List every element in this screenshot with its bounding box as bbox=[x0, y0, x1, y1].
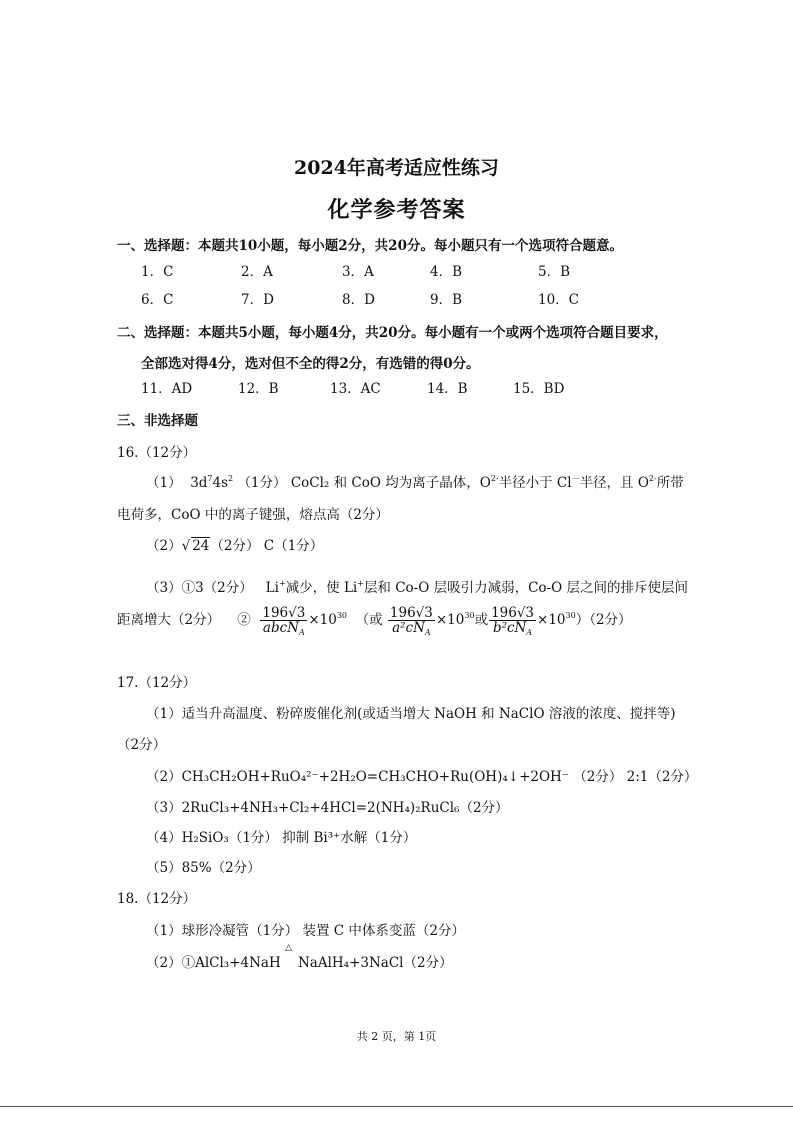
answer-item: 8．D bbox=[342, 292, 375, 308]
answer-item: 6．C bbox=[141, 292, 174, 308]
page-title: 2024年高考适应性练习 bbox=[294, 157, 499, 179]
q17-part5: （5）85%（2分） bbox=[146, 860, 261, 876]
q16-part1-line2: 电荷多，CoO 中的离子键强，熔点高（2分） bbox=[117, 507, 389, 523]
section1-heading: 一、选择题：本题共10小题，每小题2分，共20分。每小题只有一个选项符合题意。 bbox=[117, 238, 623, 254]
answer-item: 2．A bbox=[241, 264, 273, 280]
answer-item: 9．B bbox=[430, 292, 463, 308]
answer-item: 7．D bbox=[241, 292, 274, 308]
q17-part4: （4）H₂SiO₃（1分） 抑制 Bi³⁺水解（1分） bbox=[146, 830, 417, 846]
q16-part3: （3）①3（2分） Li+减少，使 Li+层和 Co-O 层吸引力减弱，Co-O 层之间的排斥使层间 bbox=[146, 579, 688, 596]
q17-part1: （1）适当升高温度、粉碎废催化剂(或适当增大 NaOH 和 NaClO 溶液的浓度、搅拌等) bbox=[146, 706, 676, 722]
sqrt-value: 24 bbox=[192, 538, 210, 554]
q16-part1: （1） $3d^74s^2$ （1分） CoCl₂ 和 CoO 均为离子晶体，$O^{2-}$半径小于 Cl－半径，且 $O^{2-}$所带 bbox=[146, 474, 684, 491]
section3-heading: 三、非选择题 bbox=[117, 413, 198, 429]
q16-label: 16.（12分） bbox=[117, 445, 197, 461]
answer-item: 13．AC bbox=[330, 381, 381, 397]
answer-item: 12．B bbox=[238, 381, 279, 397]
q17-label: 17.（12分） bbox=[117, 675, 197, 691]
heat-arrow-icon bbox=[285, 955, 294, 971]
q16-part2: （2）√ 24（2分） C（1分） bbox=[146, 538, 324, 554]
page-subtitle: 化学参考答案 bbox=[327, 197, 466, 223]
density-fraction-alt2: $\frac{196√3}{b^2cN_A}$ bbox=[491, 605, 535, 637]
q17-part1-score: （2分） bbox=[117, 737, 167, 753]
page-footer: 共 2 页，第 1页 bbox=[356, 1030, 437, 1043]
q16-part3-line2: 距离增大（2分） ② $\frac{196√3}{abcN_A}$ $\times 10^{30}$ （或 $\frac{196√3}{a^2cN_A}$ $\times 10^{30}$或 $\frac{196√3}{b^2cN_A}$ $\times 10^{30})(2$分） bbox=[117, 605, 632, 637]
answer-item: 11．AD bbox=[141, 381, 193, 397]
answer-item: 1．C bbox=[141, 264, 174, 280]
bottom-divider bbox=[0, 1106, 793, 1107]
answer-item: 3．A bbox=[342, 264, 374, 280]
density-fraction-alt1: $\frac{196√3}{a^2cN_A}$ bbox=[389, 605, 433, 637]
answer-item: 5．B bbox=[538, 264, 571, 280]
q18-part2: （2）①AlCl₃+4NaH △ NaAlH₄+3NaCl（2分） bbox=[146, 951, 453, 971]
section2-heading-line2: 全部选对得4分，选对但不全的得2分，有选错的得0分。 bbox=[141, 356, 480, 372]
q18-part1: （1）球形冷凝管（1分） 装置 C 中体系变蓝（2分） bbox=[146, 923, 465, 939]
answer-item: 14．B bbox=[427, 381, 468, 397]
answer-item: 10．C bbox=[538, 292, 580, 308]
q17-part2: （2）CH₃CH₂OH+RuO₄²⁻+2H₂O=CH₃CHO+Ru(OH)₄↓+2OH⁻ （2分） 2:1（2分） bbox=[146, 769, 698, 785]
q17-part3: （3）2RuCl₃+4NH₃+Cl₂+4HCl=2(NH₄)₂RuCl₆（2分） bbox=[146, 800, 509, 816]
density-fraction: $\frac{196√3}{abcN_A}$ bbox=[262, 605, 306, 637]
answer-item: 15．BD bbox=[513, 381, 565, 397]
answer-item: 4．B bbox=[430, 264, 463, 280]
section2-heading: 二、选择题：本题共5小题，每小题4分，共20分。每小题有一个或两个选项符合题目要求， bbox=[117, 325, 668, 341]
q18-label: 18.（12分） bbox=[117, 891, 197, 907]
